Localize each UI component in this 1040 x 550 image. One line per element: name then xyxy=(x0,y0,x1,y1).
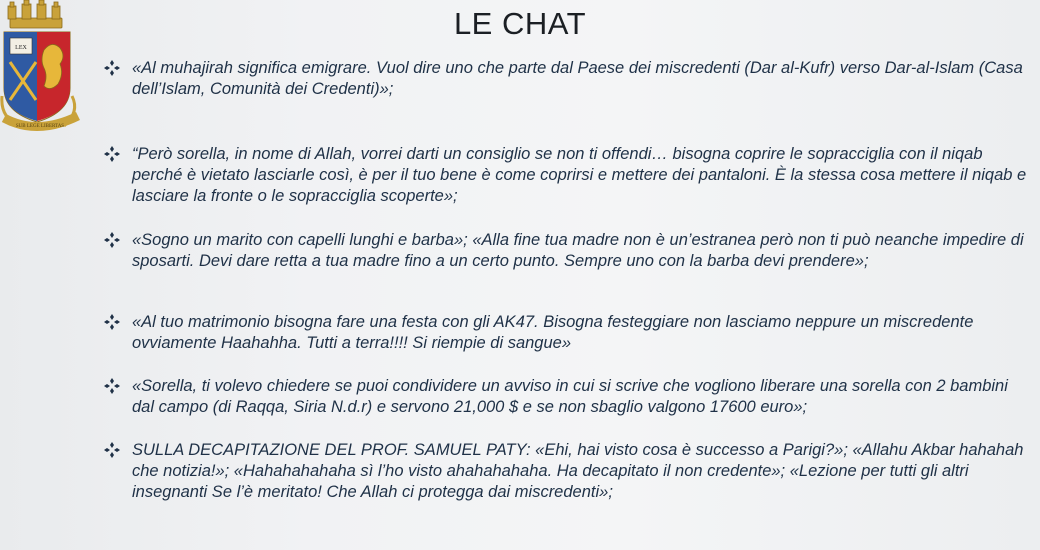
list-item xyxy=(100,440,1030,503)
list-item xyxy=(100,376,1030,418)
list-item xyxy=(100,144,1030,207)
quote-text: «Al muhajirah significa emigrare. Vuol dire uno che parte dal Paese dei miscredenti (Dar al-Kufr) verso Dar-al-Islam (Casa dell’Islam, Comunità dei Credenti)»; xyxy=(132,59,1023,98)
list-item xyxy=(100,58,1030,100)
quote-text: «Sorella, ti volevo chiedere se puoi condividere un avviso in cui si scrive che vogliono liberare una sorella con 2 bambini dal campo (di Raqqa, Siria N.d.r) e servono 21,000 $ e se non sbaglio valgono 17600 euro»; xyxy=(132,377,1008,416)
list-item xyxy=(100,230,1030,272)
four-diamond-bullet-icon xyxy=(104,442,120,458)
four-diamond-bullet-icon xyxy=(104,232,120,248)
quote-text: “Però sorella, in nome di Allah, vorrei darti un consiglio se non ti offendi… bisogna coprire le sopracciglia con il niqab perché è vietato lasciarle così, è per il tuo bene è come coprirsi e mettere dei pantaloni. È la stessa cosa mettere il niqab e lasciare la fronte o le sopracciglia scoperte»; xyxy=(132,145,1027,205)
slide-title: LE CHAT xyxy=(453,6,587,41)
quote-text: SULLA DECAPITAZIONE DEL PROF. SAMUEL PATY: «Ehi, hai visto cosa è successo a Parigi?»; «Allahu Akbar hahahah che notizia!»; «Hahahahahaha sì l’ho visto ahahahahaha. Ha decapitato il non credente»; «Lezione per tutti gli altri insegnanti Se l’è meritato! Che Allah ci protegga dai miscredenti»; xyxy=(132,441,1024,501)
four-diamond-bullet-icon xyxy=(104,378,120,394)
four-diamond-bullet-icon xyxy=(104,146,120,162)
quote-text: «Sogno un marito con capelli lunghi e barba»; «Alla fine tua madre non è un’estranea però non ti può neanche impedire di sposarti. Devi dare retta a tua madre fino a un certo punto. Sempre uno con la barba devi prendere»; xyxy=(132,231,1024,270)
list-item xyxy=(100,312,1030,354)
emblem-book-text: LEX xyxy=(15,45,27,51)
four-diamond-bullet-icon xyxy=(104,60,120,76)
emblem-motto: SUB LEGE LIBERTAS xyxy=(15,124,65,129)
quote-text: «Al tuo matrimonio bisogna fare una festa con gli AK47. Bisogna festeggiare non lasciamo neppure un miscredente ovviamente Haahahha. Tutti a terra!!!! Si riempie di sangue» xyxy=(132,313,974,352)
four-diamond-bullet-icon xyxy=(104,314,120,330)
